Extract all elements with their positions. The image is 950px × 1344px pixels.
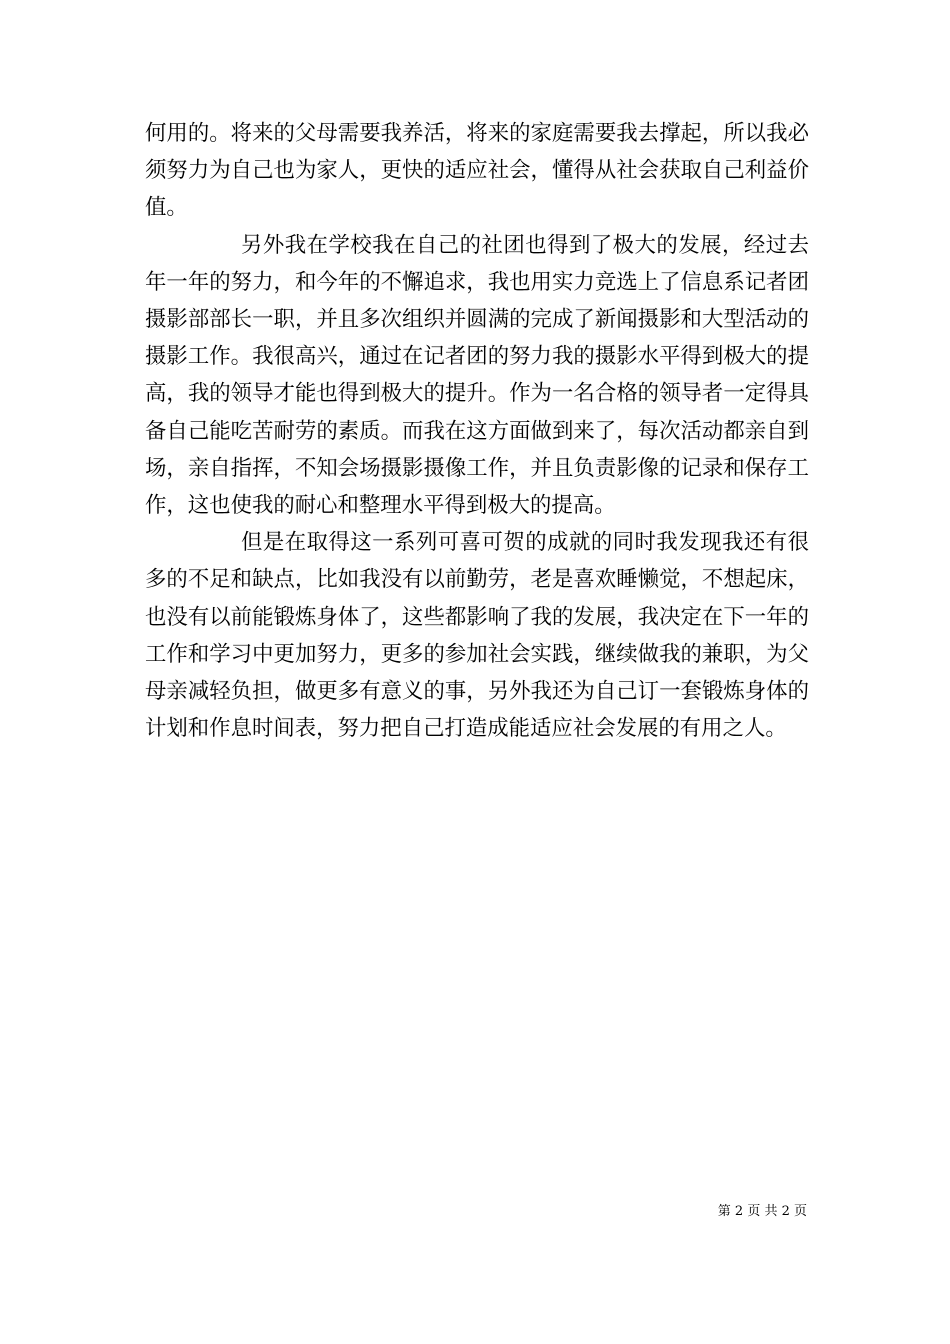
document-body bbox=[145, 115, 809, 747]
paragraph-2: 另外我在学校我在自己的社团也得到了极大的发展，经过去年一年的努力，和今年的不懈追求，我也用实力竞选上了信息系记者团摄影部部长一职，并且多次组织并圆满的完成了新闻摄影和大型活动的摄影工作。我很高兴，通过在记者团的努力我的摄影水平得到极大的提高，我的领导才能也得到极大的提升。作为一名合格的领导者一定得具备自己能吃苦耐劳的素质。而我在这方面做到来了，每次活动都亲自到场，亲自指挥，不知会场摄影摄像工作，并且负责影像的记录和保存工作，这也使我的耐心和整理水平得到极大的提高。 bbox=[145, 232, 809, 519]
paragraph-1: 何用的。将来的父母需要我养活，将来的家庭需要我去撑起，所以我必须努力为自己也为家人，更快的适应社会，懂得从社会获取自己利益价值。 bbox=[145, 121, 809, 221]
page-number-footer: 第 2 页 共 2 页 bbox=[717, 1204, 807, 1219]
paragraph-3: 但是在取得这一系列可喜可贺的成就的同时我发现我还有很多的不足和缺点，比如我没有以前勤劳，老是喜欢睡懒觉，不想起床，也没有以前能锻炼身体了，这些都影响了我的发展，我决定在下一年的工作和学习中更加努力，更多的参加社会实践，继续做我的兼职，为父母亲减轻负担，做更多有意义的事，另外我还为自己订一套锻炼身体的计划和作息时间表，努力把自己打造成能适应社会发展的有用之人。 bbox=[145, 530, 809, 742]
